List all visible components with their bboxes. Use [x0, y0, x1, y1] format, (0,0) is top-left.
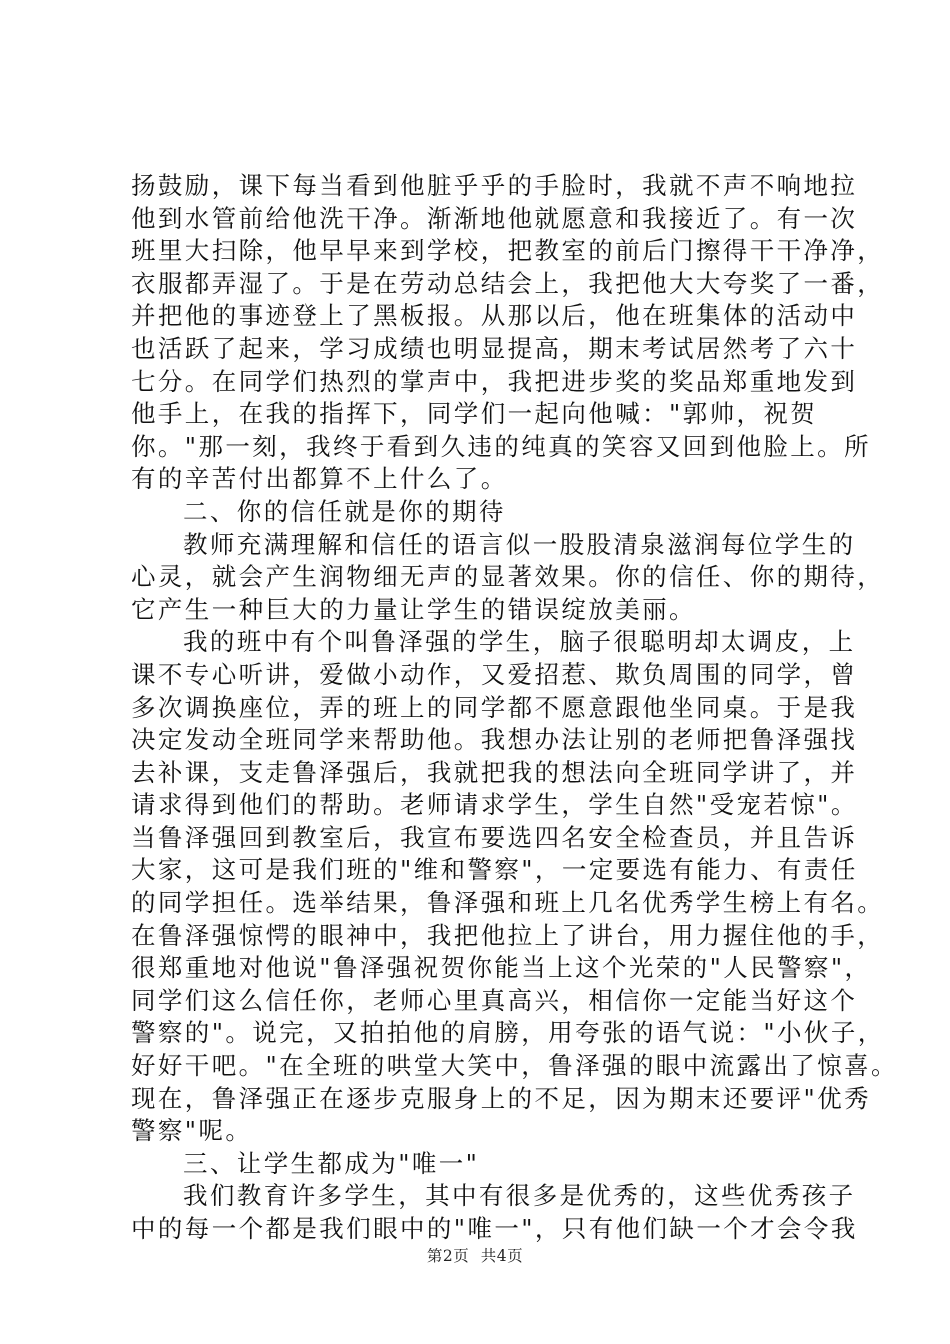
text-line: 警察"呢。 [131, 1116, 253, 1146]
text-line: 七分。在同学们热烈的掌声中，我把进步奖的奖品郑重地发到 [131, 366, 858, 396]
text-line: 衣服都弄湿了。于是在劳动总结会上，我把他大大夸奖了一番， [131, 268, 885, 298]
text-line: 请求得到他们的帮助。老师请求学生，学生自然"受宠若惊"。 [131, 790, 858, 820]
text-line: 他手上，在我的指挥下，同学们一起向他喊："郭帅，祝贺 [131, 399, 818, 429]
text-line: 多次调换座位，弄的班上的同学都不愿意跟他坐同桌。于是我 [131, 692, 858, 722]
text-line: 当鲁泽强回到教室后，我宣布要选四名安全检查员，并且告诉 [131, 822, 858, 852]
text-line: 教师充满理解和信任的语言似一股股清泉滋润每位学生的 [183, 529, 856, 559]
text-line: 班里大扫除，他早早来到学校，把教室的前后门擦得干干净净， [131, 236, 885, 266]
text-line: 二、你的信任就是你的期待 [183, 496, 506, 526]
text-line: 心灵，就会产生润物细无声的显著效果。你的信任、你的期待， [131, 562, 885, 592]
text-line: 在鲁泽强惊愕的眼神中，我把他拉上了讲台，用力握住他的手， [131, 920, 885, 950]
page-total: 共4页 [480, 1247, 524, 1265]
text-line: 警察的"。说完，又拍拍他的肩膀，用夸张的语气说："小伙子， [131, 1018, 885, 1048]
text-line: 他到水管前给他洗干净。渐渐地他就愿意和我接近了。有一次 [131, 203, 858, 233]
text-line: 扬鼓励，课下每当看到他脏乎乎的手脸时，我就不声不响地拉 [131, 171, 858, 200]
text-line: 决定发动全班同学来帮助他。我想办法让别的老师把鲁泽强找 [131, 725, 858, 755]
text-line: 好好干吧。"在全班的哄堂大笑中，鲁泽强的眼中流露出了惊喜。 [131, 1051, 898, 1081]
text-line: 的同学担任。选举结果，鲁泽强和班上几名优秀学生榜上有名。 [131, 888, 885, 918]
text-line: 并把他的事迹登上了黑板报。从那以后，他在班集体的活动中 [131, 301, 858, 331]
text-line: 我们教育许多学生，其中有很多是优秀的，这些优秀孩子 [183, 1181, 856, 1211]
text-line: 有的辛苦付出都算不上什么了。 [131, 464, 508, 494]
text-line: 课不专心听讲，爱做小动作，又爱招惹、欺负周围的同学，曾 [131, 659, 858, 689]
text-line: 三、让学生都成为"唯一" [183, 1148, 480, 1178]
text-line: 很郑重地对他说"鲁泽强祝贺你能当上这个光荣的"人民警察"， [131, 953, 872, 983]
text-line: 它产生一种巨大的力量让学生的错误绽放美丽。 [131, 594, 696, 624]
text-line: 我的班中有个叫鲁泽强的学生，脑子很聪明却太调皮，上 [183, 627, 856, 657]
text-line: 也活跃了起来，学习成绩也明显提高，期末考试居然考了六十 [131, 333, 858, 363]
text-line: 去补课，支走鲁泽强后，我就把我的想法向全班同学讲了，并 [131, 757, 858, 787]
text-line: 同学们这么信任你，老师心里真高兴，相信你一定能当好这个 [131, 985, 858, 1015]
page-footer [0, 1244, 950, 1266]
text-line: 现在，鲁泽强正在逐步克服身上的不足，因为期末还要评"优秀 [131, 1083, 871, 1113]
text-line: 中的每一个都是我们眼中的"唯一"，只有他们缺一个才会令我 [131, 1214, 858, 1243]
text-line: 大家，这可是我们班的"维和警察"，一定要选有能力、有责任 [131, 855, 858, 885]
document-body [131, 170, 898, 1246]
text-line: 你。"那一刻，我终于看到久违的纯真的笑容又回到他脸上。所 [131, 431, 871, 461]
page-number: 第2页 [426, 1247, 470, 1265]
